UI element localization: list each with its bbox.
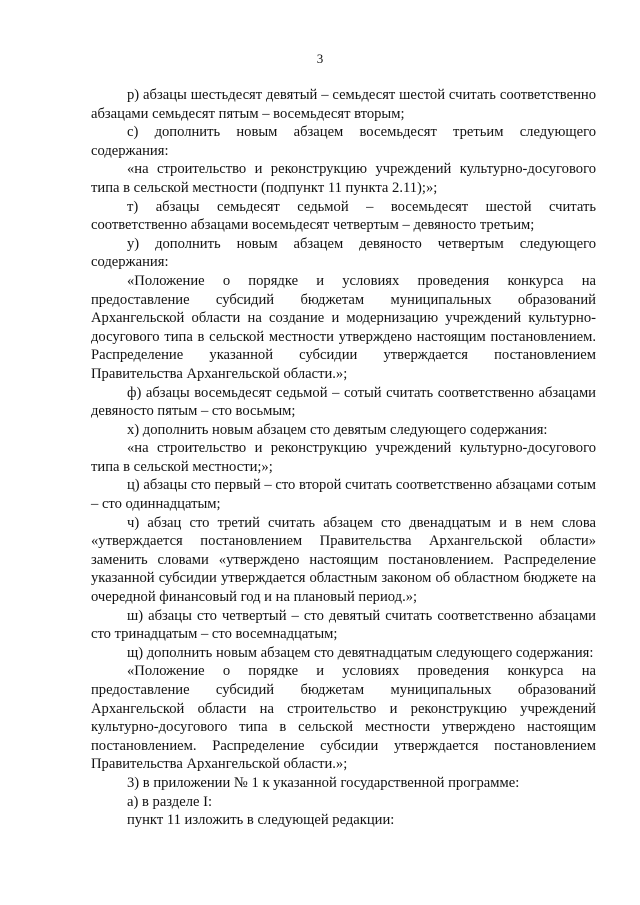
paragraph-t: т) абзацы семьдесят седьмой – восемьдесят шестой считать соответственно абзацами восемьдесят четвертым – девяносто третьим; [91,198,596,234]
paragraph-s: с) дополнить новым абзацем восемьдесят третьим следующего содержания: [91,124,596,159]
paragraph-shch: щ) дополнить новым абзацем сто девятнадцатым следующего содержания: [127,644,594,661]
paragraph-quote-3: «на строительство и реконструкцию учреждений культурно-досугового типа в сельской местности;»; [91,440,596,475]
paragraph-item-3: 3) в приложении № 1 к указанной государственной программе: [127,774,520,791]
paragraph-a: а) в разделе I: [127,793,213,810]
page-number: 3 [316,51,324,66]
paragraph-quote-4: «Положение о порядке и условиях проведения конкурса на предоставление субсидий бюджетам муниципальных образований Архангельской области на строительство и реконструкцию учреждений культурно-досугового типа в сельской местности утверждено настоящим постановлением. Распределение субсидии утверждается постановлением Правительства Архангельской области.»; [91,663,596,773]
paragraph-ts: ц) абзацы сто первый – сто второй считать соответственно абзацами сотым – сто одиннадцатым; [91,477,596,513]
paragraph-ch: ч) абзац сто третий считать абзацем сто двенадцатым и в нем слова «утверждается постановлением Правительства Архангельской области» заменить словами «утверждено настоящим постановлением. Распределение указанной субсидии утверждается областным законом об областном бюджете на очередной финансовый год и на плановый период.»; [91,514,596,606]
paragraph-point-11: пункт 11 изложить в следующей редакции: [127,812,395,829]
paragraph-f: ф) абзацы восемьдесят седьмой – сотый считать соответственно абзацами девяносто пятым – сто восьмым; [91,384,596,420]
paragraph-kh: х) дополнить новым абзацем сто девятым следующего содержания: [127,421,548,438]
document-body [91,86,596,830]
paragraph-r: р) абзацы шестьдесят девятый – семьдесят шестой считать соответственно абзацами семьдесят пятым – восемьдесят вторым; [91,87,596,122]
paragraph-quote-1: «на строительство и реконструкцию учреждений культурно-досугового типа в сельской местности (подпункт 11 пункта 2.11);»; [91,161,596,196]
paragraph-quote-2: «Положение о порядке и условиях проведения конкурса на предоставление субсидий бюджетам муниципальных образований Архангельской области на создание и модернизацию учреждений культурно-досугового типа в сельской местности утверждено настоящим постановлением. Распределение указанной субсидии утверждается постановлением Правительства Архангельской области.»; [91,272,596,382]
paragraph-u: у) дополнить новым абзацем девяносто четвертым следующего содержания: [91,235,596,271]
paragraph-sh: ш) абзацы сто четвертый – сто девятый считать соответственно абзацами сто тринадцатым – сто восемнадцатым; [91,607,596,643]
